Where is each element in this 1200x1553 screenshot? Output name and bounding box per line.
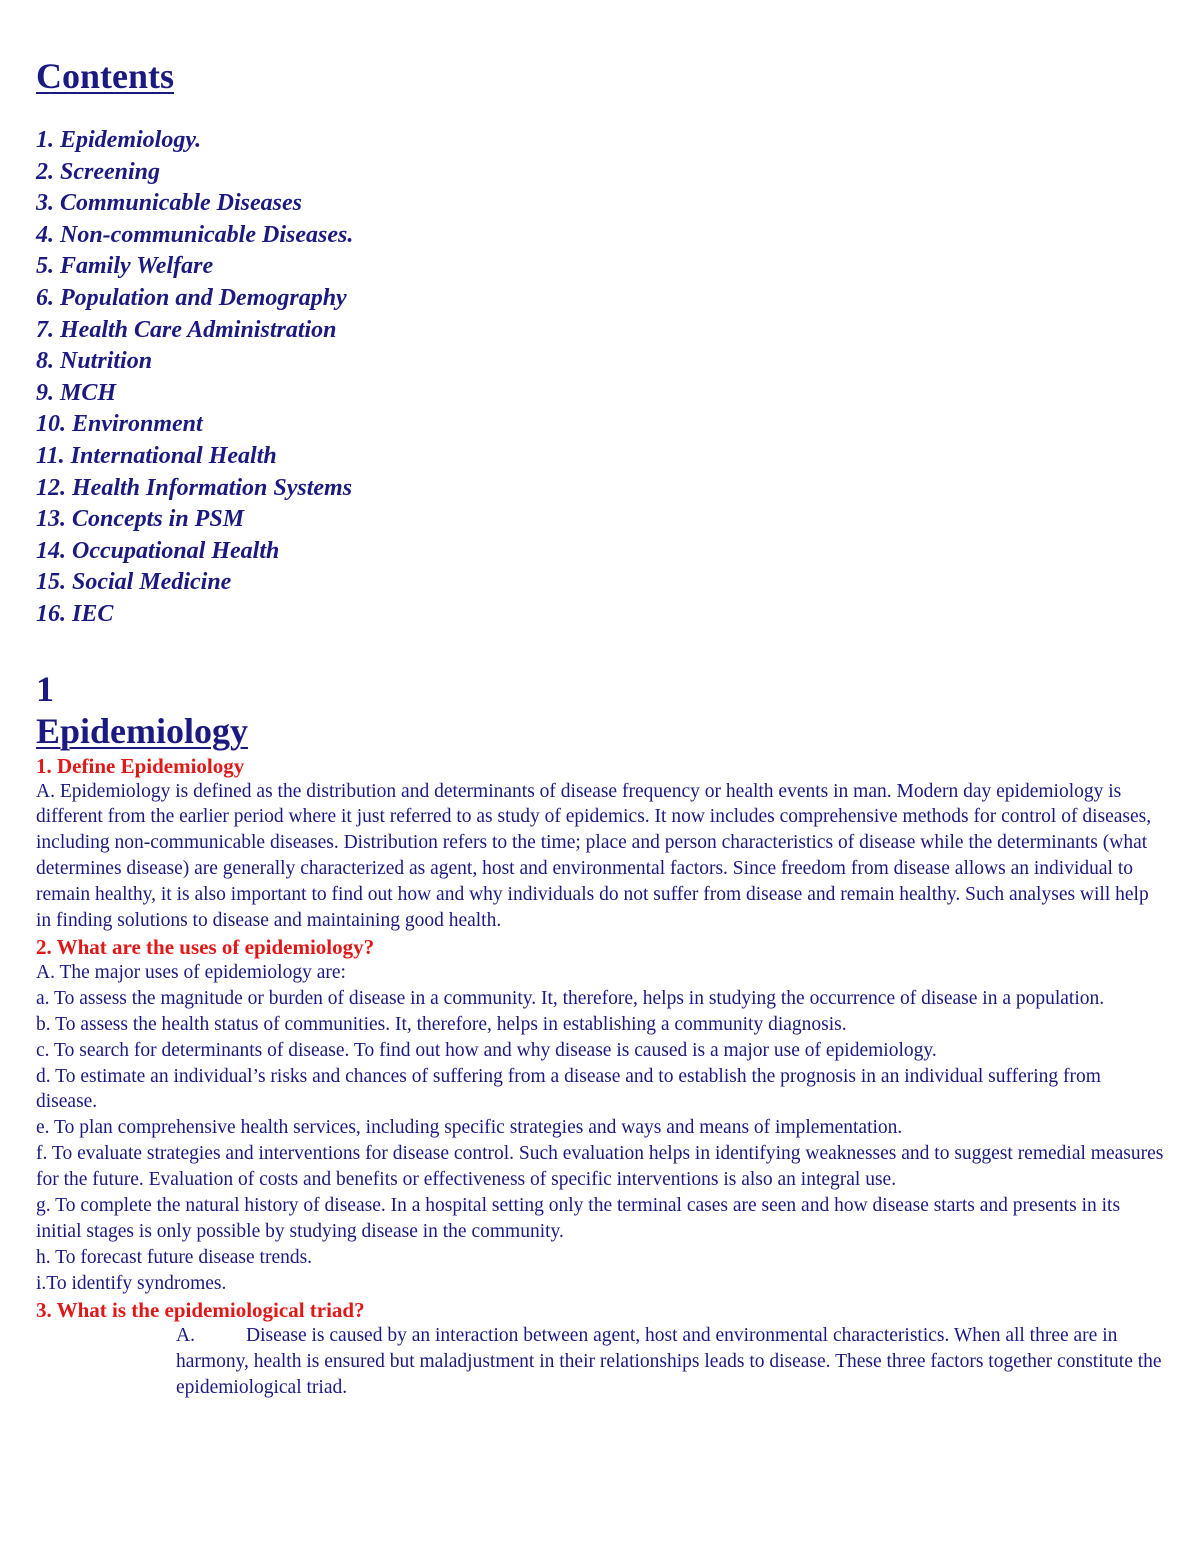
toc-item: 6. Population and Demography: [36, 284, 347, 311]
chapter-title: Epidemiology: [36, 710, 249, 751]
answer-paragraph: [176, 1323, 1166, 1401]
list-item: a. To assess the magnitude or burden of disease in a community. It, therefore, helps in studying the occurrence of disease in a population.: [36, 987, 1105, 1009]
toc-item: 2. Screening: [36, 158, 161, 185]
toc-item: 10. Environment: [36, 411, 203, 438]
toc-item: 14. Occupational Health: [36, 537, 280, 564]
toc-item: 12. Health Information Systems: [36, 474, 353, 501]
list-item: i.To identify syndromes.: [36, 1272, 227, 1294]
answer-intro: A. The major uses of epidemiology are:: [36, 961, 346, 983]
toc-item: 9. MCH: [36, 379, 117, 406]
toc-item: 13. Concepts in PSM: [36, 506, 245, 533]
toc-item: 15. Social Medicine: [36, 569, 232, 596]
question-heading: 2. What are the uses of epidemiology?: [36, 934, 375, 959]
question-heading: 1. Define Epidemiology: [36, 753, 245, 778]
list-item: d. To estimate an individual’s risks and chances of suffering from a disease and to establish the prognosis in an individual suffering from disease.: [36, 1065, 1101, 1113]
answer-paragraph: A. Epidemiology is defined as the distribution and determinants of disease frequency or health events in man. Modern day epidemiology is different from the earlier period where it just referred to as study of epidemics. It now includes comprehensive methods for control of diseases, including non-communicable diseases. Distribution refers to the time; place and person characteristics of disease while the determinants (what determines disease) are generally characterized as agent, host and environmental factors. Since freedom from disease allows an individual to remain healthy, it is also important to find out how and why individuals do not suffer from disease and remain healthy. Such analyses will help in finding solutions to disease and maintaining good health.: [36, 780, 1152, 932]
table-of-contents: [36, 125, 1166, 631]
list-item: e. To plan comprehensive health services, including specific strategies and ways and means of implementation.: [36, 1117, 903, 1139]
toc-item: 4. Non-communicable Diseases.: [36, 221, 354, 248]
toc-item: 11. International Health: [36, 442, 277, 469]
toc-item: 1. Epidemiology.: [36, 127, 202, 153]
list-item: b. To assess the health status of communities. It, therefore, helps in establishing a community diagnosis.: [36, 1013, 847, 1035]
toc-item: 16. IEC: [36, 600, 114, 627]
list-item: c. To search for determinants of disease. To find out how and why disease is caused is a major use of epidemiology.: [36, 1039, 937, 1061]
toc-item: 8. Nutrition: [36, 348, 153, 375]
answer-text: Disease is caused by an interaction between agent, host and environmental characteristics. When all three are in harmony, health is ensured but maladjustment in their relationships leads to disease. These three factors together constitute the epidemiological triad.: [176, 1324, 1162, 1398]
chapter-body: [36, 753, 1166, 1401]
answer-label: A.: [176, 1324, 195, 1346]
chapter-number: 1: [36, 668, 54, 709]
toc-item: 5. Family Welfare: [36, 253, 214, 280]
contents-heading: Contents: [36, 56, 175, 96]
list-item: f. To evaluate strategies and interventions for disease control. Such evaluation helps in identifying weaknesses and to suggest remedial measures for the future. Evaluation of costs and benefits or effectiveness of specific interventions is also an integral use.: [36, 1143, 1164, 1191]
list-item: h. To forecast future disease trends.: [36, 1246, 313, 1268]
toc-item: 7. Health Care Administration: [36, 316, 337, 343]
question-heading: 3. What is the epidemiological triad?: [36, 1297, 365, 1322]
document-page: [36, 55, 1166, 1400]
toc-item: 3. Communicable Diseases: [36, 190, 303, 217]
list-item: g. To complete the natural history of disease. In a hospital setting only the terminal cases are seen and how disease starts and presents in its initial stages is only possible by studying disease in the community.: [36, 1195, 1121, 1242]
